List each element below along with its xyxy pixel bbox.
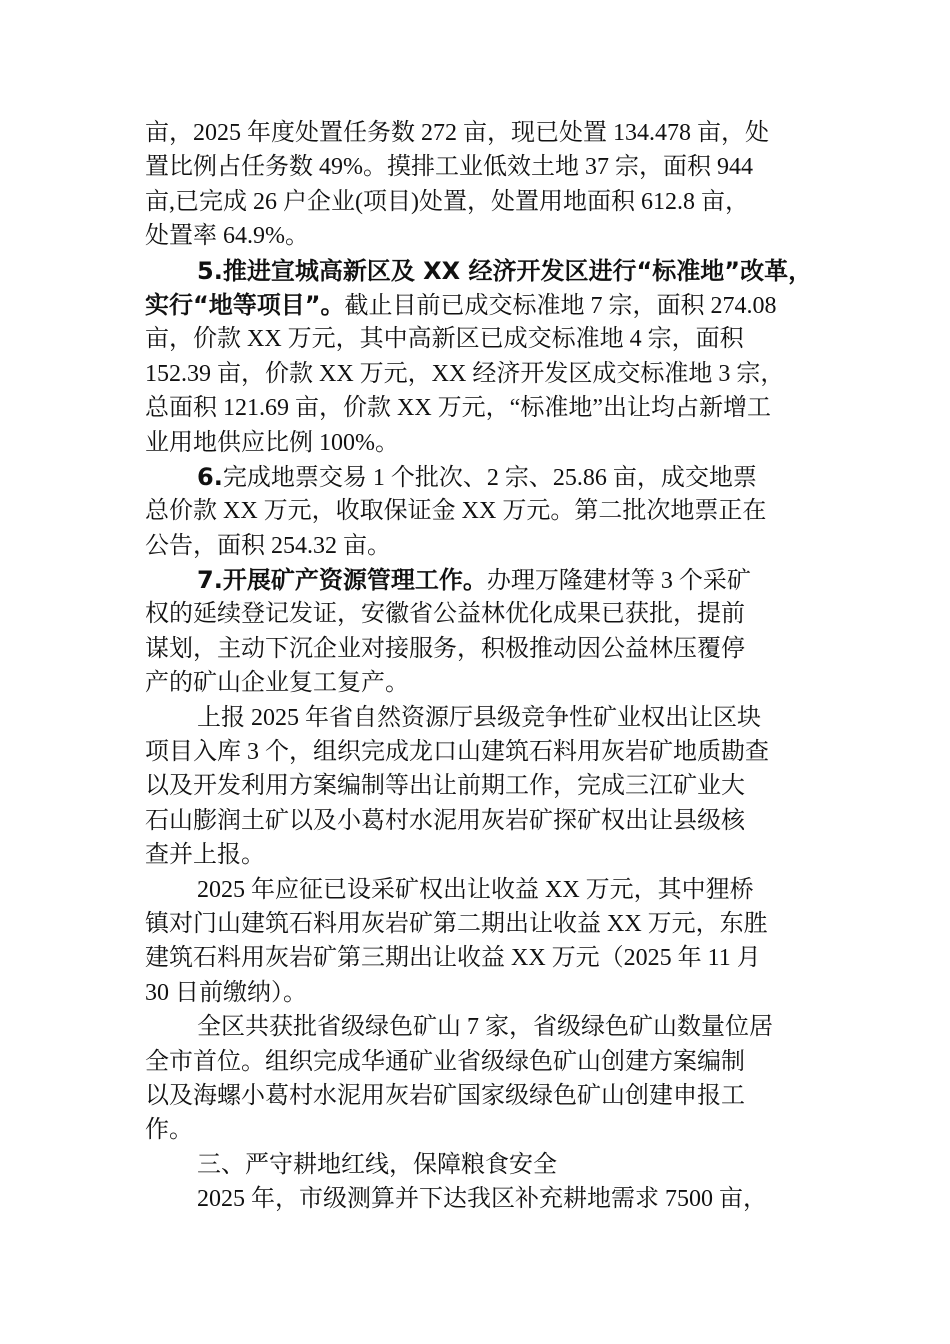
body-text: 2025 年应征已设采矿权出让收益 XX 万元，其中狸桥 (197, 876, 754, 903)
paragraph-line (145, 357, 810, 391)
body-text: 亩，2025 年度处置任务数 272 亩，现已处置 134.478 亩，处 (145, 120, 769, 146)
body-text: 2025 年，市级测算并下达我区补充耕地需求 7500 亩， (197, 1186, 767, 1213)
paragraph-line (145, 322, 810, 356)
paragraph-line (145, 1079, 810, 1113)
body-text: 办理万隆建材等 3 个采矿 (486, 568, 751, 595)
paragraph-first-line (145, 1182, 810, 1216)
paragraph-line (145, 529, 810, 563)
paragraph-line (145, 185, 810, 219)
body-text: 产的矿山企业复工复产。 (145, 670, 409, 697)
paragraph-line (145, 769, 810, 803)
paragraph-line (145, 976, 810, 1010)
paragraph-line (145, 219, 810, 253)
bold-heading-text: 5.推进宣城高新区及 XX 经济开发区进行“标准地”改革， (197, 256, 813, 285)
body-text: 建筑石料用灰岩矿第三期出让收益 XX 万元（2025 年 11 月 (145, 945, 761, 972)
body-text: 上报 2025 年省自然资源厅县级竞争性矿业权出让区块 (197, 704, 761, 731)
paragraph-line (145, 426, 810, 460)
body-text: 30 日前缴纳）。 (145, 979, 307, 1006)
body-text: 石山膨润土矿以及小葛村水泥用灰岩矿探矿权出让县级核 (145, 807, 745, 834)
paragraph-first-line (145, 563, 810, 597)
paragraph-line (145, 1113, 810, 1147)
body-text: 三、严守耕地红线，保障粮食安全 (197, 1151, 557, 1178)
paragraph-first-line (145, 460, 810, 494)
paragraph-line (145, 632, 810, 666)
body-text: 152.39 亩，价款 XX 万元，XX 经济开发区成交标准地 3 宗， (145, 360, 785, 387)
body-text: 截止目前已成交标准地 7 宗，面积 274.08 (344, 292, 777, 319)
body-text: 以及开发利用方案编制等出让前期工作，完成三江矿业大 (145, 773, 745, 800)
body-text: 亩，价款 XX 万元，其中高新区已成交标准地 4 宗，面积 (145, 326, 744, 353)
paragraph-line (145, 666, 810, 700)
bold-heading-text: 实行“地等项目”。 (145, 290, 345, 319)
paragraph-first-line (145, 873, 810, 907)
body-text: 查并上报。 (145, 842, 265, 869)
bold-heading-text: 6. (197, 462, 223, 491)
body-text: 置比例占任务数 49%。摸排工业低效土地 37 宗，面积 944 (145, 154, 753, 181)
paragraph-first-line (145, 1010, 810, 1044)
body-text: 作。 (145, 1117, 193, 1144)
bold-heading-text: 7.开展矿产资源管理工作。 (197, 566, 487, 595)
body-text: 以及海螺小葛村水泥用灰岩矿国家级绿色矿山创建申报工 (145, 1082, 745, 1109)
body-text: 完成地票交易 1 个批次、2 宗、25.86 亩，成交地票 (222, 464, 757, 491)
paragraph-line (145, 391, 810, 425)
paragraph-line (145, 116, 810, 150)
paragraph-line (145, 1045, 810, 1079)
body-text: 业用地供应比例 100%。 (145, 429, 399, 456)
body-text: 全市首位。组织完成华通矿业省级绿色矿山创建方案编制 (145, 1048, 745, 1075)
paragraph-line (145, 288, 810, 322)
body-text: 权的延续登记发证，安徽省公益林优化成果已获批，提前 (145, 601, 745, 628)
paragraph-line (145, 494, 810, 528)
body-text: 总面积 121.69 亩，价款 XX 万元，“标准地”出让均占新增工 (145, 395, 771, 422)
body-text: 总价款 XX 万元，收取保证金 XX 万元。第二批次地票正在 (145, 498, 767, 525)
body-text: 公告，面积 254.32 亩。 (145, 532, 391, 559)
body-text: 谋划，主动下沉企业对接服务，积极推动因公益林压覆停 (145, 635, 745, 662)
document-page (145, 116, 813, 1217)
paragraph-line (145, 804, 810, 838)
paragraph-first-line (145, 1148, 810, 1182)
body-text: 镇对门山建筑石料用灰岩矿第二期出让收益 XX 万元，东胜 (145, 910, 768, 937)
paragraph-line (145, 838, 810, 872)
paragraph-first-line (145, 254, 813, 288)
paragraph-line (145, 735, 810, 769)
paragraph-line (145, 941, 810, 975)
body-text: 全区共获批省级绿色矿山 7 家，省级绿色矿山数量位居 (197, 1014, 773, 1041)
paragraph-line (145, 597, 810, 631)
body-text: 处置率 64.9%。 (145, 223, 309, 250)
paragraph-first-line (145, 701, 810, 735)
paragraph-line (145, 907, 810, 941)
body-text: 项目入库 3 个，组织完成龙口山建筑石料用灰岩矿地质勘查 (145, 739, 769, 766)
paragraph-line (145, 150, 810, 184)
body-text: 亩,已完成 26 户企业(项目)处置，处置用地面积 612.8 亩， (145, 188, 749, 215)
